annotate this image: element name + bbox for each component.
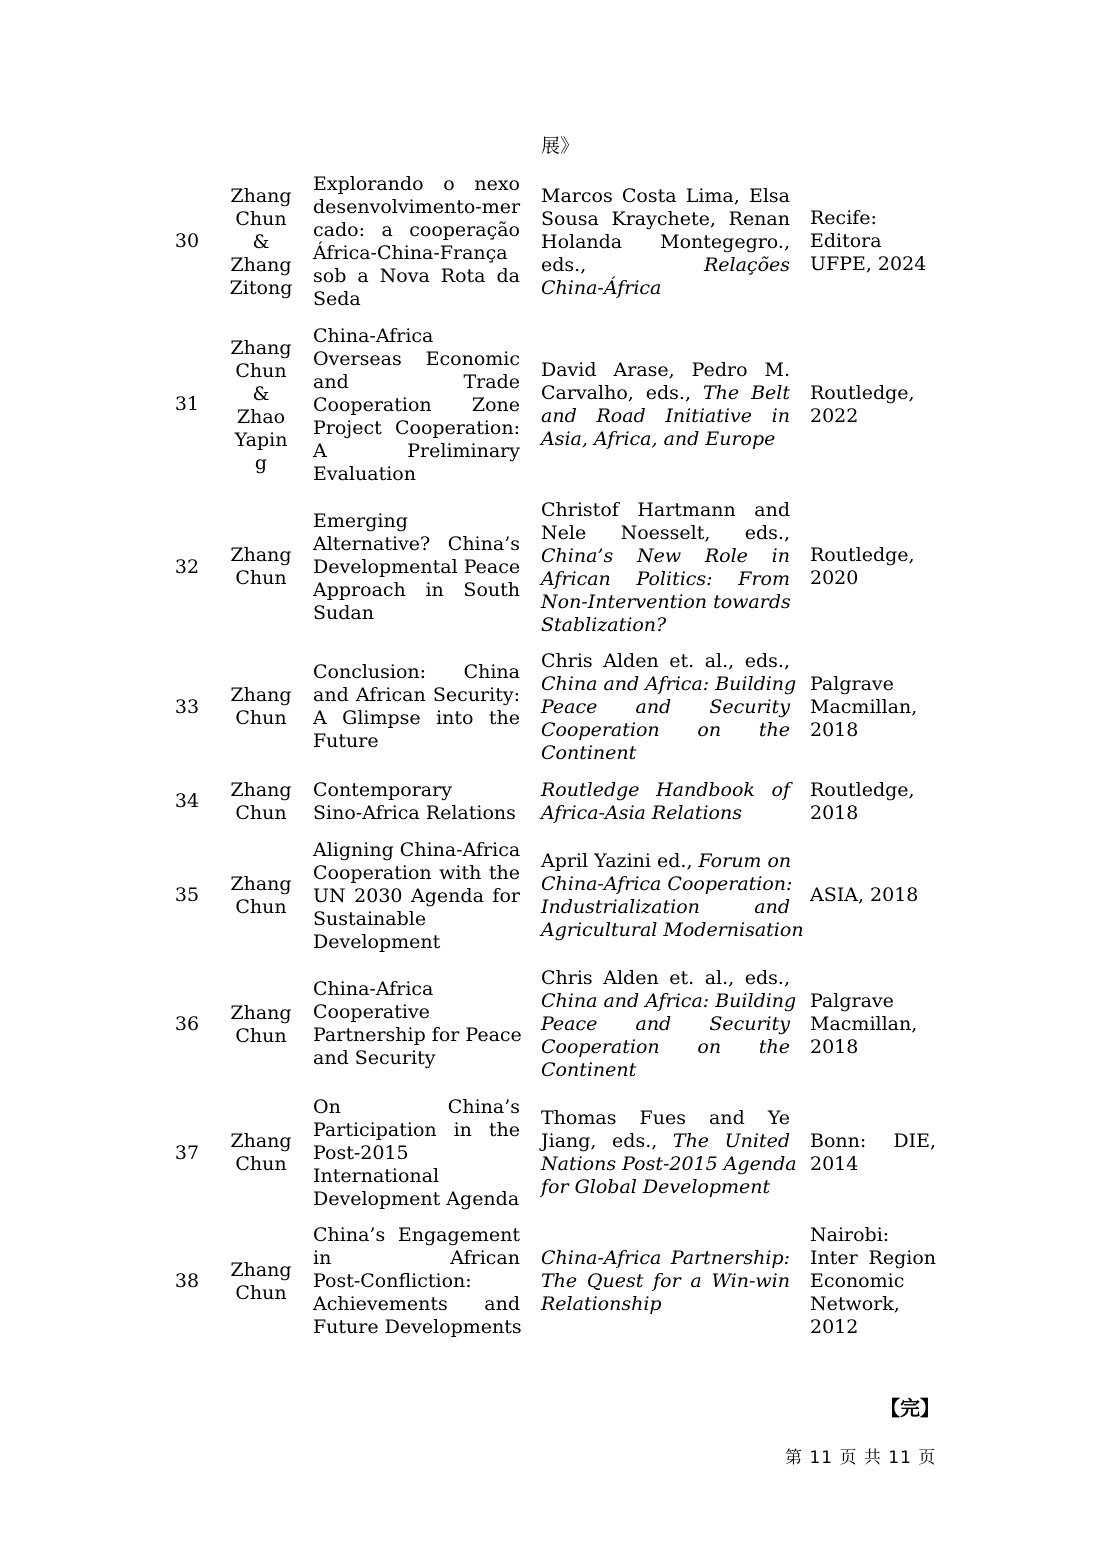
publisher-line: 2018 [810, 1036, 859, 1058]
source-cell [541, 185, 790, 300]
source-cell [541, 967, 797, 1082]
source-line-italic: The United [672, 1130, 790, 1152]
title-line: Achievements and [313, 1293, 520, 1315]
source-line: David Arase, Pedro M. [541, 359, 790, 381]
source-line: Relationship [541, 1293, 662, 1315]
author-cell [226, 684, 296, 730]
publisher-line: UFPE, 2024 [810, 253, 927, 275]
source-line: Peace and Security [541, 696, 790, 718]
publisher-line: 2018 [810, 802, 859, 824]
publisher-line: 2020 [810, 567, 859, 589]
publisher-line: 2022 [810, 405, 859, 427]
source-line: for Global Development [541, 1176, 771, 1198]
author-line: Chun [235, 707, 287, 729]
row-number-text: 33 [174, 696, 200, 718]
source-line-plain: April Yazini ed., [541, 850, 693, 872]
source-line: Industrialization and [541, 896, 790, 918]
source-line-plain: Jiang, eds., [541, 1130, 658, 1152]
source-line: African Politics: From [541, 568, 790, 590]
source-line: Africa-Asia Relations [541, 802, 742, 824]
author-line: Zhang [230, 1259, 292, 1281]
author-cell [226, 873, 296, 919]
author-cell [226, 337, 296, 475]
row-number [170, 1270, 204, 1293]
author-line: Zhang [230, 1002, 292, 1024]
author-cell [226, 544, 296, 590]
title-line: Developmental Peace [313, 556, 521, 578]
publisher-cell [810, 1224, 936, 1339]
title-cell [313, 325, 520, 486]
author-line: g [254, 452, 268, 474]
title-line: On China’s [313, 1096, 520, 1118]
publisher-line: 2012 [810, 1316, 859, 1338]
source-line: Nations Post-2015 Agenda [541, 1153, 797, 1175]
publisher-line: Routledge, [810, 779, 915, 801]
source-line: Chris Alden et. al., eds., [541, 967, 790, 989]
title-line: desenvolvimento-mer [313, 196, 521, 218]
source-line: Routledge Handbook of [541, 779, 790, 801]
publisher-line: Palgrave [810, 673, 894, 695]
title-line: in African [313, 1247, 520, 1269]
title-line: and Security [313, 1047, 436, 1069]
author-line: Zhang [230, 1130, 292, 1152]
author-line: Chun [235, 802, 287, 824]
title-cell [313, 779, 520, 825]
title-line: Post-Confliction: [313, 1270, 472, 1292]
source-line [541, 850, 790, 873]
publisher-line: Routledge, [810, 544, 915, 566]
page-footer: 第 11 页 共 11 页 [785, 1448, 937, 1468]
publisher-line: Macmillan, [810, 696, 918, 718]
source-line: Christof Hartmann and [541, 499, 790, 521]
source-line-plain: Carvalho, eds., [541, 382, 691, 404]
source-line: Holanda Montegegro., [541, 231, 790, 253]
row-number [170, 393, 204, 416]
title-line: Cooperation with the [313, 862, 520, 884]
author-cell [226, 779, 296, 825]
publisher-line: Editora [810, 230, 882, 252]
title-cell [313, 510, 520, 625]
row-number-text: 32 [174, 556, 200, 578]
publisher-cell [810, 884, 936, 907]
title-line: Overseas Economic [313, 348, 520, 370]
title-line: UN 2030 Agenda for [313, 885, 520, 907]
author-line: & [252, 383, 270, 405]
publisher-line: 2018 [810, 719, 859, 741]
author-line: Yapin [234, 429, 288, 451]
title-cell [313, 839, 520, 954]
publisher-cell [810, 544, 936, 590]
author-cell [226, 1130, 296, 1176]
title-cell [313, 978, 520, 1070]
title-line: Conclusion: China [313, 661, 520, 683]
source-cell [541, 359, 790, 451]
source-line: Peace and Security [541, 1013, 790, 1035]
source-line: China-Africa Partnership: [541, 1247, 790, 1269]
row-number [170, 556, 204, 579]
source-line: China and Africa: Building [541, 673, 797, 695]
source-cell [541, 499, 790, 637]
title-line: Evaluation [313, 463, 416, 485]
publisher-line: Routledge, [810, 382, 915, 404]
publisher-line: 2014 [810, 1153, 859, 1175]
title-line: Emerging [313, 510, 408, 532]
source-line-italic: Relações [703, 254, 790, 276]
title-line: Sino-Africa Relations [313, 802, 516, 824]
title-line: sob a Nova Rota da [313, 265, 520, 287]
title-line: A Preliminary [313, 440, 520, 462]
source-line: Continent [541, 1059, 637, 1081]
title-line: Development [313, 931, 441, 953]
author-line: Chun [235, 567, 287, 589]
title-line: A Glimpse into the [313, 707, 520, 729]
publisher-cell [810, 382, 936, 428]
source-line: Cooperation on the [541, 719, 790, 741]
author-line: Zhang [230, 544, 292, 566]
title-line: Aligning China-Africa [313, 839, 521, 861]
source-line: Continent [541, 742, 637, 764]
source-line: Non-Intervention towards [541, 591, 791, 613]
source-line: Cooperation on the [541, 1036, 790, 1058]
title-line: Project Cooperation: [313, 417, 520, 439]
title-line: International [313, 1165, 440, 1187]
author-cell [226, 185, 296, 300]
publisher-line: Inter Region [810, 1247, 936, 1269]
publisher-line: Economic [810, 1270, 905, 1292]
row-number-text: 38 [174, 1270, 200, 1292]
source-line: Sousa Kraychete, Renan [541, 208, 790, 230]
publisher-cell [810, 673, 936, 742]
title-line: China’s Engagement [313, 1224, 520, 1246]
author-cell [226, 1259, 296, 1305]
publisher-line: Bonn: DIE, [810, 1130, 936, 1152]
author-line: Chun [235, 896, 287, 918]
publisher-line: Nairobi: [810, 1224, 890, 1246]
author-line: Zitong [229, 277, 293, 299]
source-line-italic: The Belt [702, 382, 790, 404]
source-cell [541, 1247, 790, 1316]
title-line: Sustainable [313, 908, 427, 930]
title-line: and African Security: [313, 684, 520, 706]
title-line: Partnership for Peace [313, 1024, 522, 1046]
publisher-line: ASIA, 2018 [810, 884, 919, 906]
title-cell [313, 1096, 520, 1211]
source-line-italic: Forum on [698, 850, 792, 872]
source-line: Chris Alden et. al., eds., [541, 650, 790, 672]
source-cell [541, 650, 797, 765]
row-number [170, 230, 204, 253]
author-line: Chun [235, 1153, 287, 1175]
source-cell [541, 1107, 797, 1199]
title-line: Alternative? China’s [313, 533, 520, 555]
source-line: and Road Initiative in [541, 405, 790, 427]
title-line: Cooperation Zone [313, 394, 520, 416]
title-line: China-Africa [313, 325, 434, 347]
title-line: Sudan [313, 602, 374, 624]
source-line: The Quest for a Win-win [541, 1270, 790, 1292]
source-line [541, 382, 790, 405]
title-line: Post-2015 [313, 1142, 409, 1164]
title-line: Contemporary [313, 779, 452, 801]
title-continuation: 展》 [541, 135, 580, 157]
author-line: Zhang [230, 684, 292, 706]
row-number [170, 790, 204, 813]
source-line: Marcos Costa Lima, Elsa [541, 185, 790, 207]
author-line: Zhang [230, 779, 292, 801]
title-line: Explorando o nexo [313, 173, 520, 195]
end-mark: 【完】 [880, 1396, 940, 1420]
row-number-text: 37 [174, 1142, 200, 1164]
source-line-plain: eds., [541, 254, 587, 276]
source-cell [541, 850, 804, 942]
row-number-text: 30 [174, 230, 200, 252]
author-line: & [252, 231, 270, 253]
title-cell [313, 1224, 520, 1339]
title-line: China-Africa [313, 978, 434, 1000]
publisher-line: Macmillan, [810, 1013, 918, 1035]
source-line [541, 1130, 790, 1153]
source-cell [541, 779, 790, 825]
publisher-line: Recife: [810, 207, 877, 229]
title-line: Participation in the [313, 1119, 520, 1141]
row-number-text: 35 [174, 884, 200, 906]
row-number [170, 1142, 204, 1165]
title-line: and Trade [313, 371, 520, 393]
title-line: Approach in South [313, 579, 520, 601]
publisher-line: Network, [810, 1293, 900, 1315]
author-line: Zhang [230, 873, 292, 895]
author-line: Chun [235, 1282, 287, 1304]
source-line: Agricultural Modernisation [541, 919, 804, 941]
author-cell [226, 1002, 296, 1048]
source-line [541, 254, 790, 277]
row-number-text: 36 [174, 1013, 200, 1035]
title-line: África-China-França [313, 242, 508, 264]
row-number-text: 31 [174, 393, 200, 415]
source-line: China-África [541, 277, 662, 299]
publisher-cell [810, 207, 936, 276]
source-line: Asia, Africa, and Europe [541, 428, 776, 450]
publisher-cell [810, 990, 936, 1059]
source-line: Stablization? [541, 614, 667, 636]
row-number [170, 884, 204, 907]
source-line: China and Africa: Building [541, 990, 797, 1012]
title-line: Cooperative [313, 1001, 430, 1023]
title-line: Future Developments [313, 1316, 522, 1338]
author-line: Chun [235, 208, 287, 230]
title-cell [313, 661, 520, 753]
author-line: Zhang [230, 337, 292, 359]
title-cell [313, 173, 520, 311]
row-number-text: 34 [174, 790, 200, 812]
source-line: China-Africa Cooperation: [541, 873, 793, 895]
publisher-line: Palgrave [810, 990, 894, 1012]
publisher-cell [810, 779, 936, 825]
source-line: Thomas Fues and Ye [541, 1107, 790, 1129]
author-line: Zhang [230, 254, 292, 276]
author-line: Chun [235, 360, 287, 382]
row-number [170, 696, 204, 719]
title-line: Future [313, 730, 379, 752]
title-line: cado: a cooperação [313, 219, 520, 241]
author-line: Zhao [236, 406, 286, 428]
row-number [170, 1013, 204, 1036]
author-line: Zhang [230, 185, 292, 207]
author-line: Chun [235, 1025, 287, 1047]
source-line: China’s New Role in [541, 545, 790, 567]
publisher-cell [810, 1130, 936, 1176]
title-line: Seda [313, 288, 361, 310]
source-line: Nele Noesselt, eds., [541, 522, 790, 544]
title-line: Development Agenda [313, 1188, 520, 1210]
